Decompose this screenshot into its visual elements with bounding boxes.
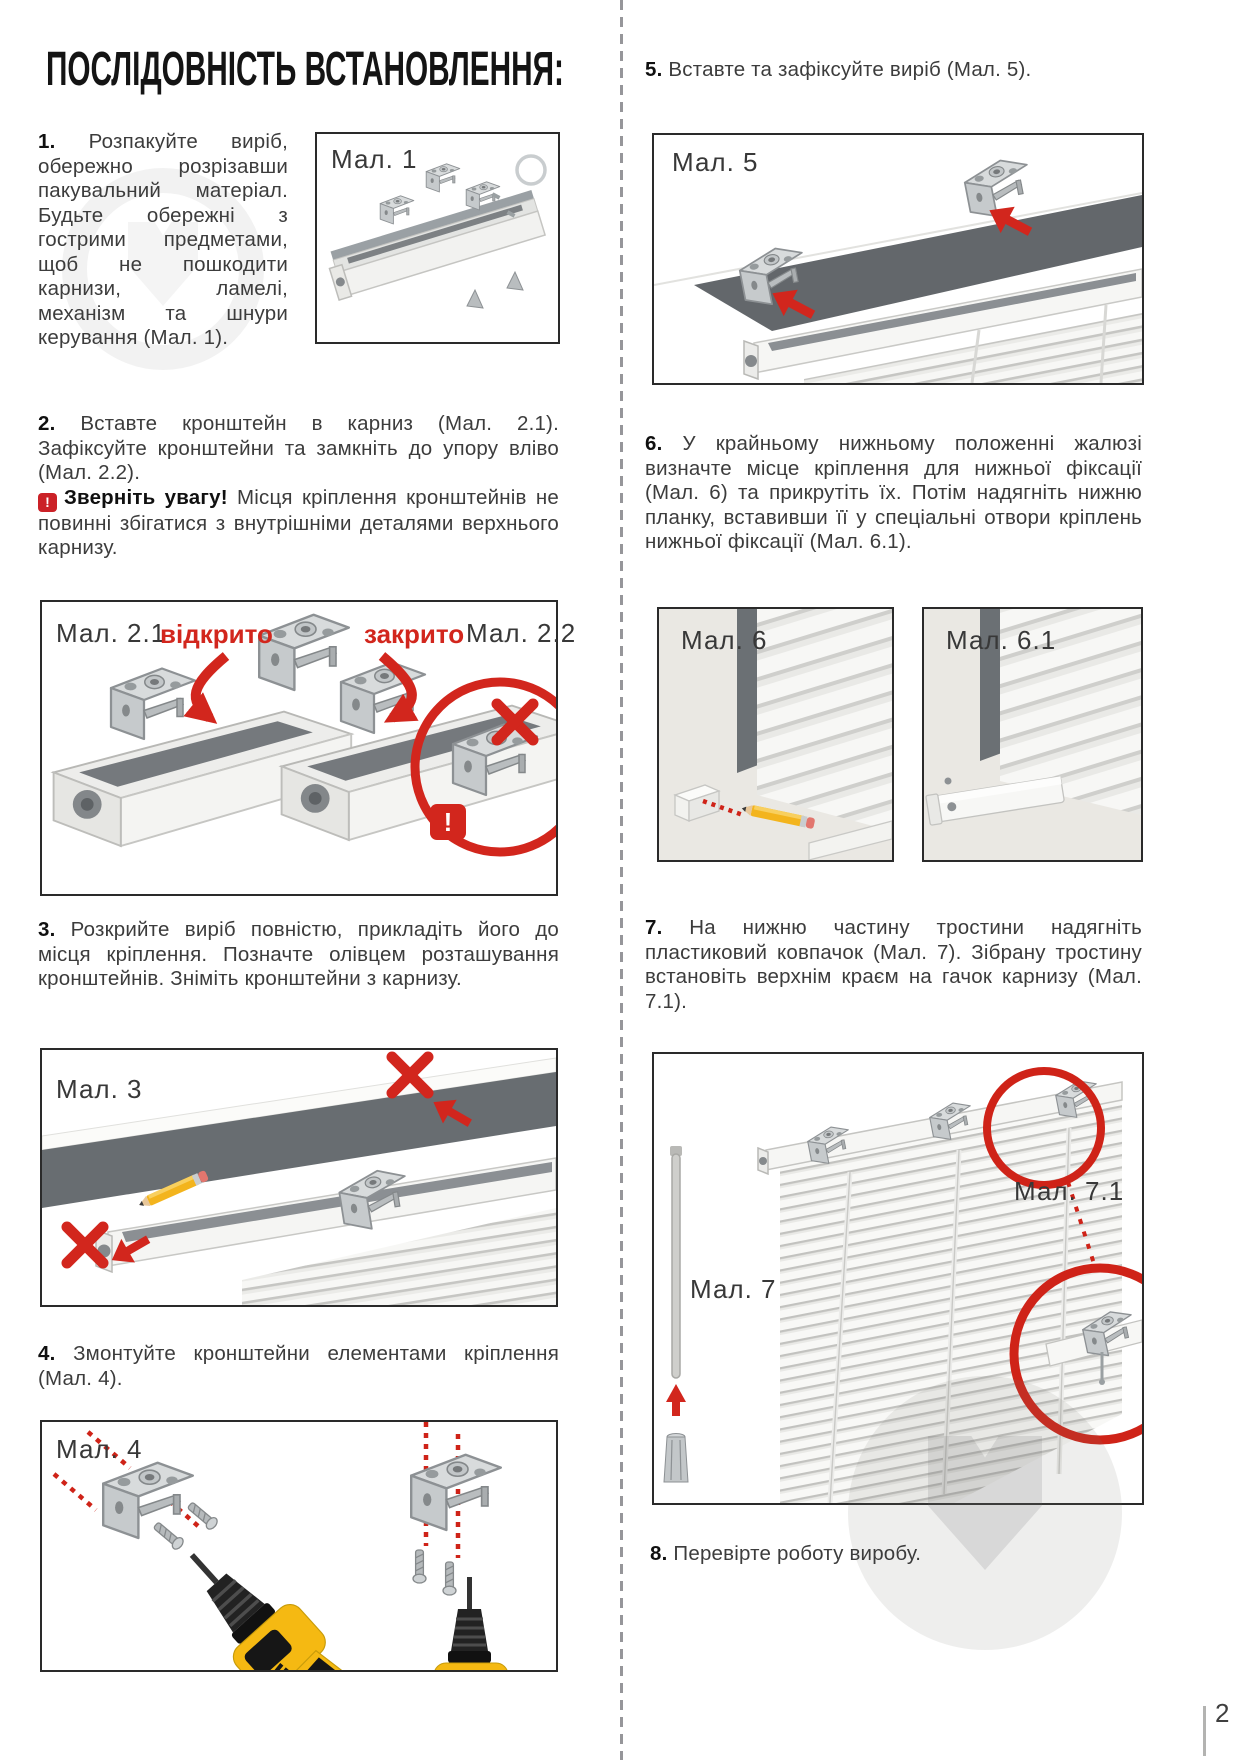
page-number-rule <box>1203 1706 1206 1756</box>
figure-1-label: Мал. 1 <box>331 144 418 174</box>
figure-7 <box>652 1052 1144 1505</box>
figure-7-1-label: Мал. 7.1 <box>1014 1176 1125 1206</box>
step-2 <box>38 412 559 561</box>
step-2-text: Вставте кронштейн в карниз (Мал. 2.1). Зафіксуйте кронштейни та замкніть до упору вліво (Мал. 2.2). <box>38 412 559 484</box>
step-3-number: 3. <box>38 918 56 941</box>
figure-2 <box>40 600 577 896</box>
figure-6 <box>657 607 894 862</box>
step-4-text: Змонтуйте кронштейни елементами кріплення (Мал. 4). <box>38 1342 559 1390</box>
figure-4 <box>40 1420 558 1672</box>
column-divider <box>620 0 623 1760</box>
step-5 <box>645 58 1142 83</box>
figure-7-label: Мал. 7 <box>690 1274 777 1304</box>
figure-1 <box>315 132 560 344</box>
step-6-text: У крайньому нижньому положенні жалюзі визначте місце кріплення для нижньої фіксації (Мал. 6) та прикрутіть їх. Потім надягніть нижню планку, вставивши її у спеціальні отвори кріплень нижньої фіксації (Мал. 6.1). <box>645 432 1142 553</box>
step-8-number: 8. <box>650 1542 668 1565</box>
step-6 <box>645 432 1142 555</box>
figure-6-label: Мал. 6 <box>681 625 768 655</box>
step-1-text: Розпакуйте виріб, обережно розрізавши пакувальний матеріал. Будьте обережні з гострими предметами, щоб не пошкодити карнизи, ламелі, механізм та шнури керування (Мал. 1). <box>38 130 288 349</box>
step-7-number: 7. <box>645 916 663 939</box>
step-1-number: 1. <box>38 130 56 153</box>
step-4-number: 4. <box>38 1342 56 1365</box>
figure-3 <box>40 1048 558 1307</box>
figure-2-closed-label: закрито <box>364 619 465 649</box>
page-title: ПОСЛІДОВНІСТЬ ВСТАНОВЛЕННЯ: <box>46 43 564 96</box>
step-5-text: Вставте та зафіксуйте виріб (Мал. 5). <box>668 58 1032 81</box>
step-7 <box>645 916 1142 1014</box>
step-8 <box>650 1542 1070 1567</box>
step-5-number: 5. <box>645 58 663 81</box>
step-6-number: 6. <box>645 432 663 455</box>
warning-title: Зверніть увагу! <box>64 485 228 509</box>
step-3 <box>38 918 559 992</box>
warning-text: Місця кріплення кронштейнів не повинні збігатися з внутрішніми деталями верхнього карнизу. <box>38 485 559 559</box>
figure-5-label: Мал. 5 <box>672 147 759 177</box>
step-2-number: 2. <box>38 412 56 435</box>
figure-6-1 <box>922 607 1143 862</box>
figure-6-1-label: Мал. 6.1 <box>946 625 1057 655</box>
figure-2-open-label: відкрито <box>160 619 273 649</box>
figure-2-1-label: Мал. 2.1 <box>56 618 167 648</box>
figure-4-label: Мал. 4 <box>56 1434 143 1464</box>
figure-2-exclamation-badge: ! <box>443 807 453 837</box>
figure-3-label: Мал. 3 <box>56 1074 143 1104</box>
step-8-text: Перевірте роботу виробу. <box>673 1542 922 1565</box>
figure-2-2-label: Мал. 2.2 <box>466 618 577 648</box>
step-4 <box>38 1342 559 1391</box>
step-2-warning <box>38 486 559 561</box>
step-3-text: Розкрийте виріб повністю, прикладіть його до місця кріплення. Позначте олівцем розташування кронштейнів. Зніміть кронштейни з карнизу. <box>38 918 559 990</box>
figure-5 <box>652 133 1144 385</box>
page-number: 2 <box>1215 1698 1230 1728</box>
step-1 <box>38 130 288 351</box>
warning-icon: ! <box>38 493 57 512</box>
step-7-text: На нижню частину тростини надягніть пластиковий ковпачок (Мал. 7). Зібрану тростину встановіть верхнім краєм на гачок карнизу (Мал. 7.1). <box>645 916 1142 1013</box>
